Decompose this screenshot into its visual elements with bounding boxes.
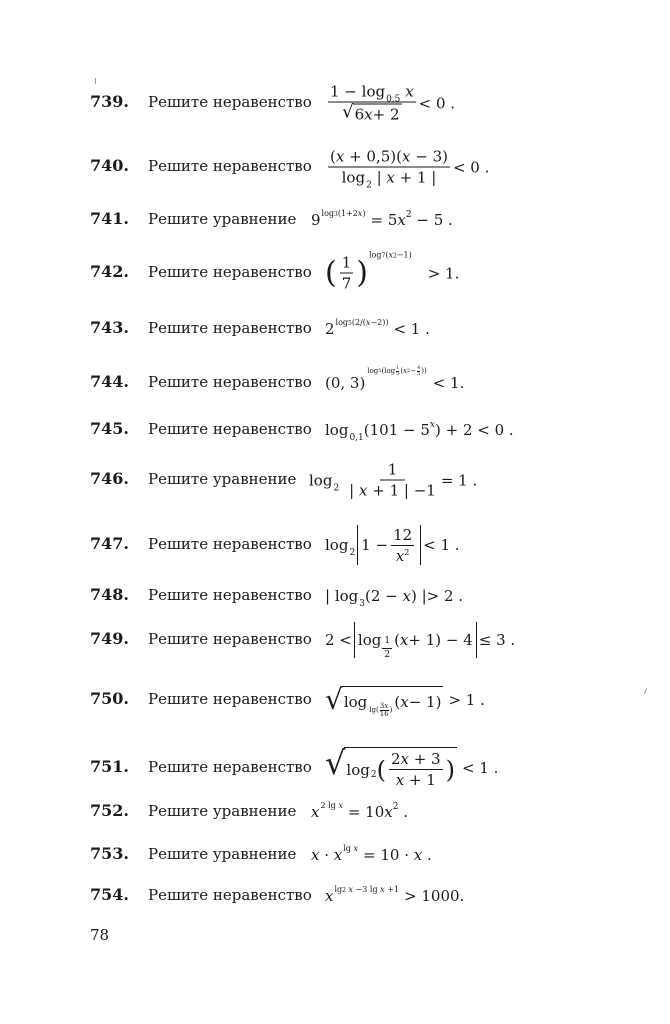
problem-number: 749. [90, 629, 129, 648]
problem-number: 752. [90, 801, 129, 820]
math-expression: $\log_{0,1}(101 - 5^x) + 2 < 0$ . [325, 420, 514, 443]
problem-number: 746. [90, 469, 129, 488]
problem-statement: Решите неравенство [148, 93, 312, 111]
math-expression: √ log 2 ( $\frac{2x + 3}{x + 1}$ ) < 1 . [325, 744, 499, 789]
math-expression: $x^{2 lg x}$ = $10x^2$ . [311, 801, 409, 821]
math-expression: (0, 3) log 5 (log 1 5 ( x 2 − 4 5 )) < 1. [325, 364, 465, 392]
problem-number: 751. [90, 757, 129, 776]
math-expression: $\log_2$ $\frac{1}{| x + 1 | -1}$ = 1 . [309, 460, 478, 500]
problem-number: 739. [90, 92, 129, 111]
problem-statement: Решите неравенство [148, 886, 312, 904]
problem-number: 742. [90, 262, 129, 281]
math-expression: $x^{lg2 x -3 lg x +1}$ > 1000. [325, 885, 465, 905]
problem-statement: Решите уравнение [148, 210, 297, 228]
page-number: 78 [90, 926, 110, 944]
problem-number: 753. [90, 844, 129, 863]
math-expression: ( $\frac{1}{7}$ ) log7(x2−1) > 1. [325, 250, 460, 293]
problem-statement: Решите неравенство [148, 373, 312, 391]
problem-statement: Решите неравенство [148, 420, 312, 438]
problem-number: 743. [90, 318, 129, 337]
math-expression: 2 < log $\frac{1}{2}$ ( x + 1) − 4 ≤ 3 . [325, 622, 515, 658]
scan-mark [95, 78, 96, 84]
problem-statement: Решите неравенство [148, 157, 312, 175]
math-expression: $9^{log3(1+2x)}$ = $5x^2 - 5$ . [311, 209, 453, 229]
problem-statement: Решите уравнение [148, 845, 297, 863]
problem-statement: Решите неравенство [148, 586, 312, 604]
problem-number: 750. [90, 689, 129, 708]
problem-statement: Решите неравенство [148, 630, 312, 648]
math-expression: $1 - \log_{0,5} x$ √ 6 x + 2 < 0 . [330, 82, 456, 124]
problem-number: 748. [90, 585, 129, 604]
problem-number: 744. [90, 372, 129, 391]
scan-mark [644, 688, 647, 694]
problem-statement: Решите неравенство [148, 758, 312, 776]
problem-number: 741. [90, 209, 129, 228]
problem-number: 745. [90, 419, 129, 438]
problem-number: 740. [90, 156, 129, 175]
problem-statement: Решите неравенство [148, 535, 312, 553]
math-expression: $x \cdot x^{lg x}$ = 10 · x . [311, 844, 432, 864]
problem-statement: Решите неравенство [148, 263, 312, 281]
problem-statement: Решите уравнение [148, 470, 297, 488]
math-expression: √ log lg( 3x 16 ) ( x − 1) > 1 . [325, 683, 485, 718]
problem-number: 747. [90, 534, 129, 553]
math-expression: $\log_2$ 1 − $\frac{12}{x^2}$ < 1 . [325, 525, 460, 565]
math-expression: $2^{log5(2/(x-2))}$ < 1 . [325, 318, 430, 338]
math-expression: $\frac{(x + 0,5)(x - 3)}{\log_2 | x + 1 |}$ < 0 . [330, 147, 490, 191]
problem-statement: Решите неравенство [148, 690, 312, 708]
math-expression: | $\log_3(2 - x)$ |> 2 . [325, 587, 464, 609]
problem-number: 754. [90, 885, 129, 904]
problem-statement: Решите уравнение [148, 802, 297, 820]
problem-statement: Решите неравенство [148, 319, 312, 337]
